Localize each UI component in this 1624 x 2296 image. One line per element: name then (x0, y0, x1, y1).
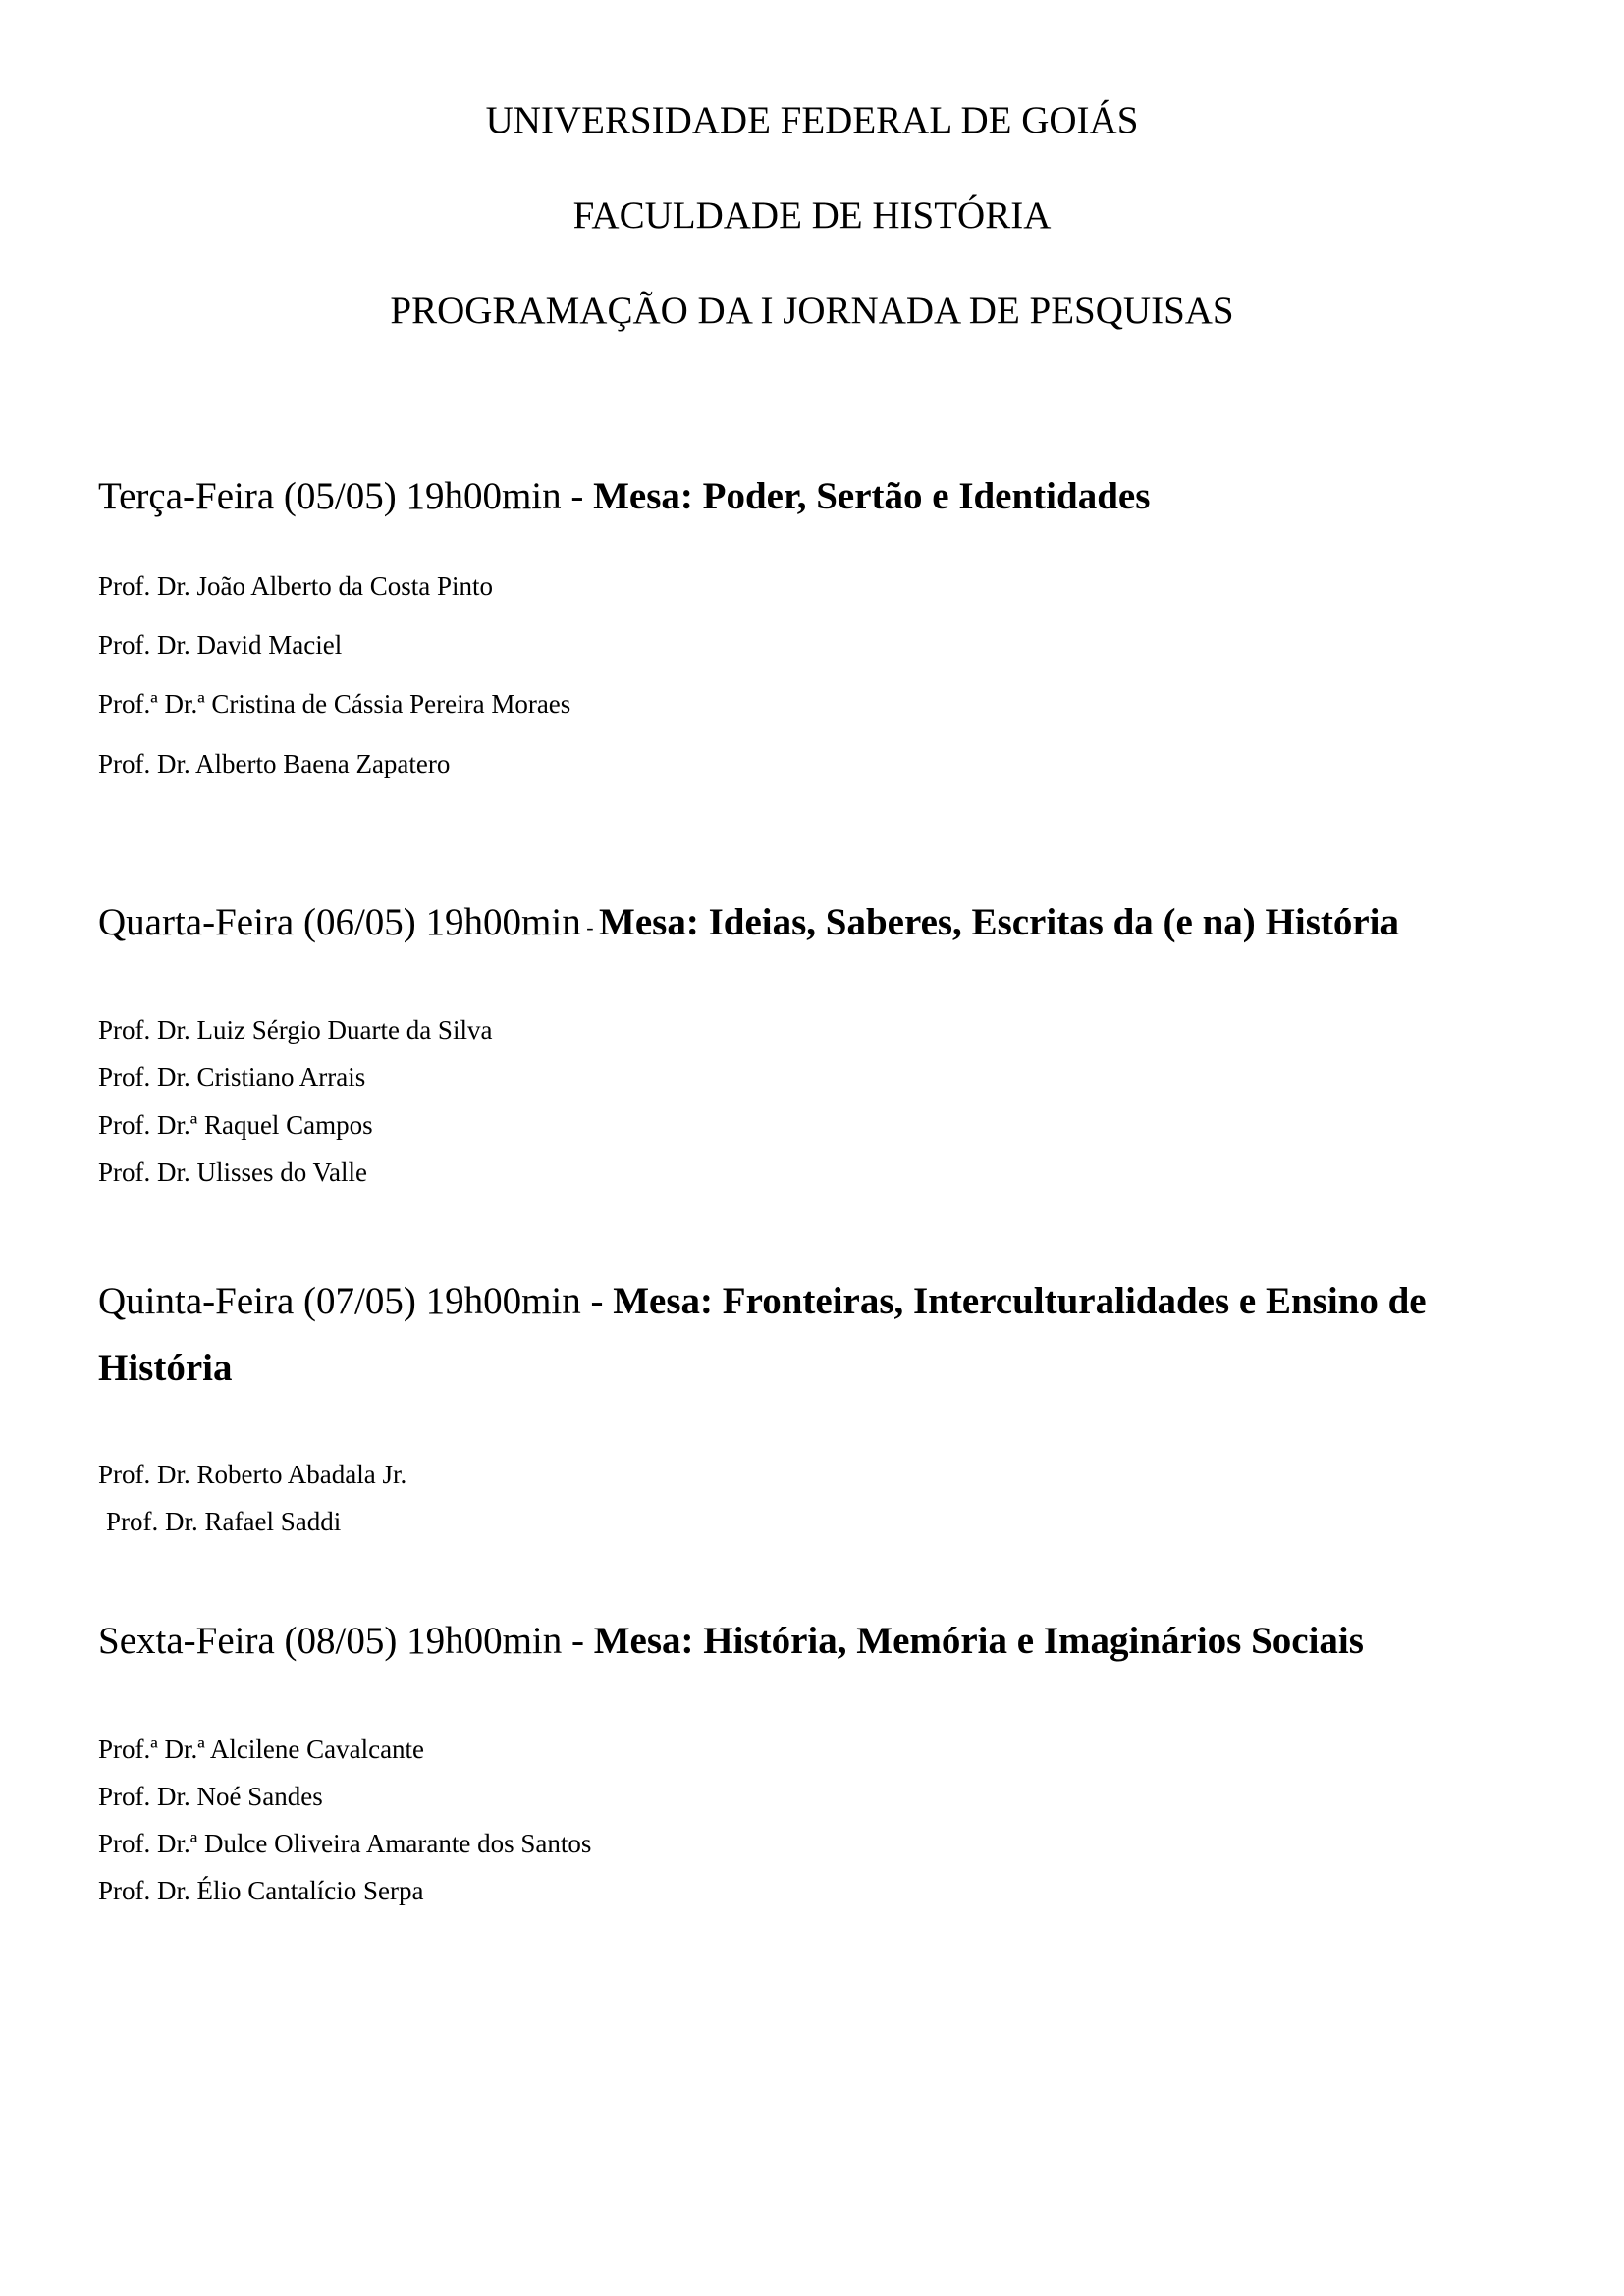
session-mesa-title: Mesa: Ideias, Saberes, Escritas da (e na) História (599, 901, 1400, 943)
session-mesa-title: Mesa: Poder, Sertão e Identidades (593, 475, 1151, 517)
faculty-title: FACULDADE DE HISTÓRIA (572, 194, 1052, 237)
session-mesa-title: Mesa: Fronteiras, Interculturalidades e Ensino de História (98, 1280, 1427, 1389)
session-separator: - (562, 1620, 594, 1662)
session-day: Sexta-Feira (08/05) 19h00min (98, 1620, 563, 1662)
session-separator: - (580, 1280, 614, 1322)
session-mesa-title: Mesa: História, Memória e Imaginários Sociais (593, 1620, 1364, 1662)
speaker-item: Prof.ª Dr.ª Alcilene Cavalcante (98, 1735, 425, 1764)
session-heading-friday (98, 1608, 1512, 1675)
speaker-item: Prof. Dr. Rafael Saddi (106, 1507, 342, 1536)
speaker-item: Prof. Dr. João Alberto da Costa Pinto (98, 571, 493, 601)
session-heading-wednesday (98, 889, 1512, 961)
speaker-item: Prof. Dr. Ulisses do Valle (98, 1157, 367, 1187)
speaker-item: Prof. Dr. Roberto Abadala Jr. (98, 1460, 407, 1489)
session-day: Quarta-Feira (06/05) 19h00min (98, 901, 581, 943)
speaker-item: Prof. Dr.ª Dulce Oliveira Amarante dos Santos (98, 1829, 592, 1858)
session-separator: - (561, 475, 594, 517)
speaker-item: Prof. Dr. David Maciel (98, 630, 343, 660)
university-title: UNIVERSIDADE FEDERAL DE GOIÁS (485, 99, 1139, 141)
speaker-item: Prof. Dr. Noé Sandes (98, 1782, 323, 1811)
speaker-item: Prof. Dr. Luiz Sérgio Duarte da Silva (98, 1015, 493, 1044)
speaker-item: Prof. Dr. Alberto Baena Zapatero (98, 749, 451, 778)
session-day: Quinta-Feira (07/05) 19h00min (98, 1280, 581, 1322)
speaker-item: Prof. Dr. Cristiano Arrais (98, 1062, 366, 1092)
session-separator: - (580, 915, 600, 939)
session-day: Terça-Feira (05/05) 19h00min (98, 475, 562, 517)
speaker-item: Prof. Dr.ª Raquel Campos (98, 1110, 373, 1140)
session-heading-thursday (98, 1268, 1512, 1402)
program-title: PROGRAMAÇÃO DA I JORNADA DE PESQUISAS (390, 290, 1234, 332)
speaker-item: Prof.ª Dr.ª Cristina de Cássia Pereira Moraes (98, 689, 571, 719)
session-heading-tuesday (98, 463, 1512, 530)
speaker-item: Prof. Dr. Élio Cantalício Serpa (98, 1876, 424, 1905)
